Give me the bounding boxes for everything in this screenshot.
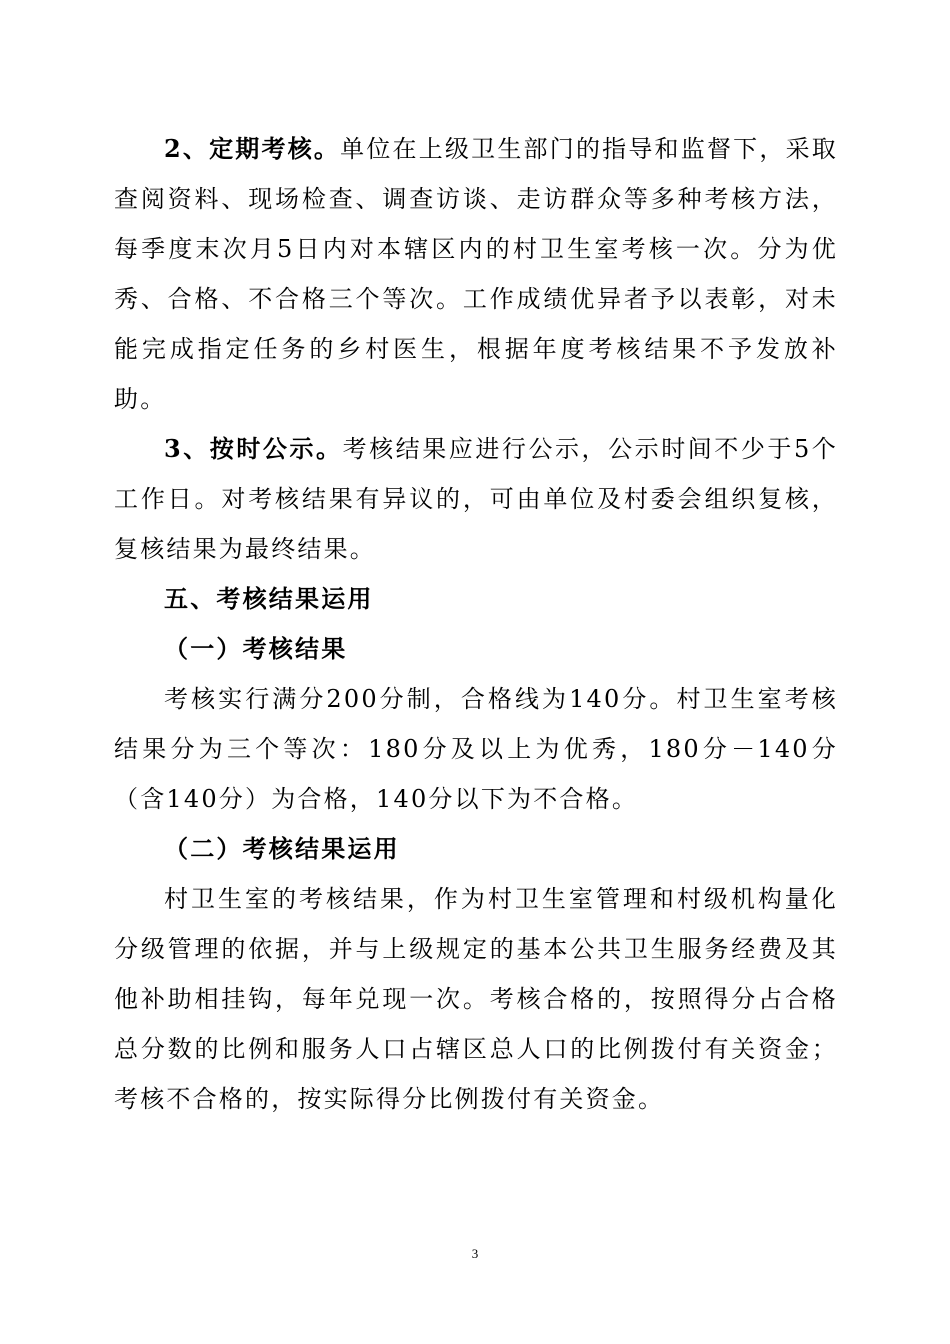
paragraph-text: 考核结果应进行公示，公示时间不少于5个工作日。对考核结果有异议的，可由单位及村委会组织复核，复核结果为最终结果。 xyxy=(114,435,838,563)
page-number: 3 xyxy=(471,1246,479,1261)
paragraph-lead: 2、定期考核。 xyxy=(164,134,341,163)
subsection-title-results: （一）考核结果 xyxy=(164,635,348,663)
subsection-title-application: （二）考核结果运用 xyxy=(164,835,400,863)
document-body xyxy=(114,124,838,1124)
paragraph-application: 村卫生室的考核结果，作为村卫生室管理和村级机构量化分级管理的依据，并与上级规定的基本公共卫生服务经费及其他补助相挂钩，每年兑现一次。考核合格的，按照得分占合格总分数的比例和服务人口占辖区总人口的比例拨付有关资金；考核不合格的，按实际得分比例拨付有关资金。 xyxy=(114,885,838,1113)
paragraph-text: 单位在上级卫生部门的指导和监督下，采取查阅资料、现场检查、调查访谈、走访群众等多种考核方法，每季度末次月5日内对本辖区内的村卫生室考核一次。分为优秀、合格、不合格三个等次。工作成绩优异者予以表彰，对未能完成指定任务的乡村医生，根据年度考核结果不予发放补助。 xyxy=(114,135,838,413)
paragraph-periodic-assessment xyxy=(114,124,838,424)
paragraph-lead: 3、按时公示。 xyxy=(164,434,343,463)
paragraph-scoring: 考核实行满分200分制，合格线为140分。村卫生室考核结果分为三个等次：180分及以上为优秀，180分－140分（含140分）为合格，140分以下为不合格。 xyxy=(114,685,838,813)
section-title: 五、考核结果运用 xyxy=(164,585,374,613)
paragraph-public-notice xyxy=(114,424,838,574)
